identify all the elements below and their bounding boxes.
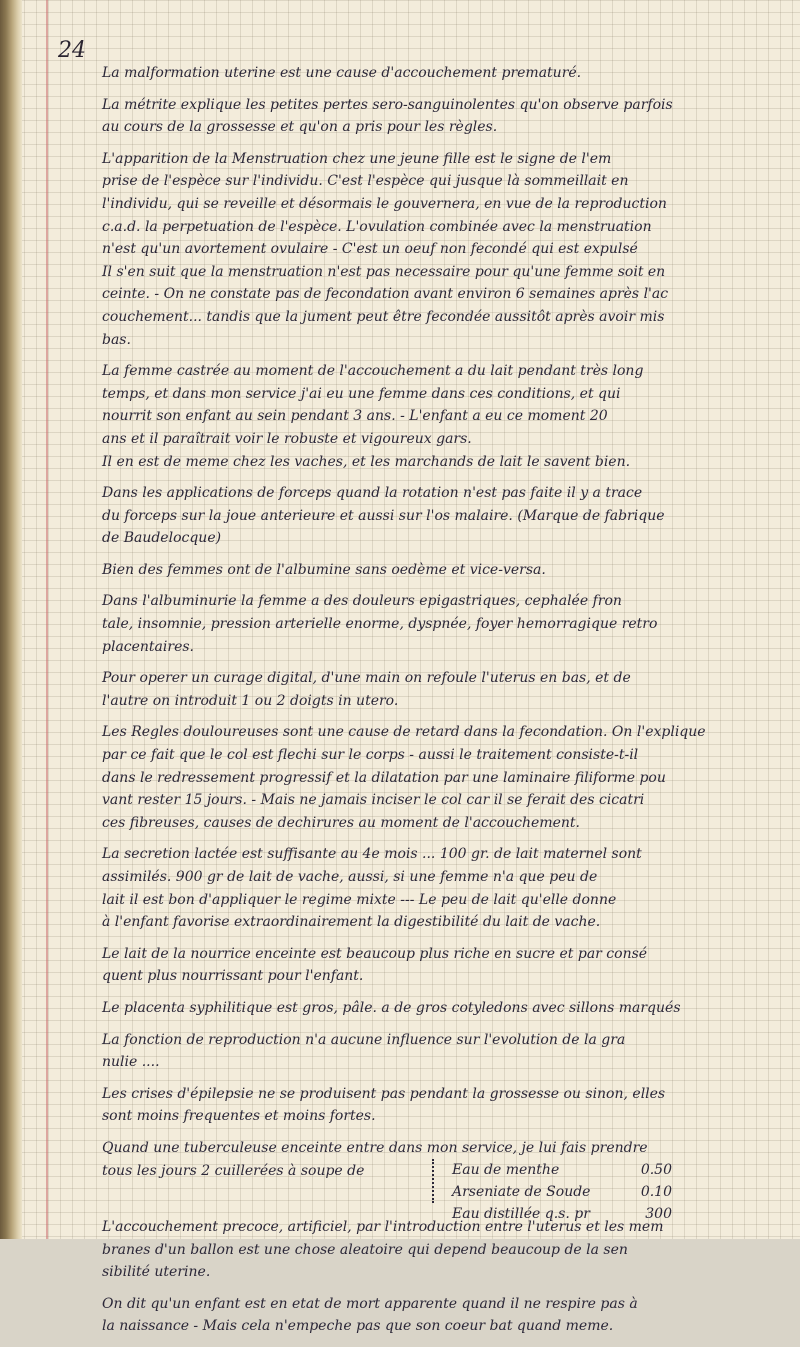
note-paragraph [102, 590, 742, 658]
note-line: L'accouchement precoce, artificiel, par l'introduction entre l'uterus et les mem [102, 1218, 664, 1235]
note-line: Le placenta syphilitique est gros, pâle. a de gros cotyledons avec sillons marqués [102, 999, 681, 1016]
note-line: Dans l'albuminurie la femme a des douleurs epigastriques, cephalée fron [102, 593, 622, 610]
note-line: l'autre on introduit 1 ou 2 doigts in utero. [102, 692, 399, 709]
note-line: Dans les applications de forceps quand la rotation n'est pas faite il y a trace [102, 485, 643, 502]
note-paragraph [102, 62, 742, 85]
prescription-ingredients [452, 1159, 752, 1225]
note-line: La femme castrée au moment de l'accouchement a du lait pendant très long [102, 363, 644, 380]
note-line: Bien des femmes ont de l'albumine sans oedème et vice-versa. [102, 561, 546, 578]
note-paragraph [102, 559, 742, 582]
note-line: La secretion lactée est suffisante au 4e mois ... 100 gr. de lait maternel sont [102, 846, 642, 863]
prescription-intro-line: Quand une tuberculeuse enceinte entre dans mon service, je lui fais prendre [102, 1139, 648, 1156]
page-number: 24 [58, 38, 86, 63]
note-line: l'individu, qui se reveille et désormais le gouvernera, en vue de la reproduction [102, 195, 667, 212]
note-line: par ce fait que le col est flechi sur le corps - aussi le traitement consiste-t-il [102, 747, 639, 764]
note-paragraph [102, 721, 742, 834]
note-line: Pour operer un curage digital, d'une main on refoule l'uterus en bas, et de [102, 670, 631, 687]
note-line: L'apparition de la Menstruation chez une jeune fille est le signe de l'em [102, 150, 612, 167]
note-paragraph [102, 1216, 742, 1284]
note-line: assimilés. 900 gr de lait de vache, aussi, si une femme n'a que peu de [102, 869, 598, 885]
note-line: branes d'un ballon est une chose aleatoire qui depend beaucoup de la sen [102, 1241, 628, 1258]
note-line: vant rester 15 jours. - Mais ne jamais inciser le col car il se ferait des cicatri [102, 792, 645, 809]
note-line: la naissance - Mais cela n'empeche pas que son coeur bat quand meme. [102, 1318, 614, 1335]
note-line: couchement... tandis que la jument peut être fecondée aussitôt après avoir mis [102, 308, 665, 325]
note-line: On dit qu'un enfant est en etat de mort apparente quand il ne respire pas à [102, 1295, 638, 1312]
note-paragraph [102, 1293, 742, 1338]
ingredient-row [452, 1203, 752, 1225]
ingredient-name: Arseniate de Soude [452, 1183, 591, 1200]
notebook-binding [0, 0, 22, 1239]
note-line: sont moins frequentes et moins fortes. [102, 1108, 376, 1125]
note-line: bas. [102, 331, 131, 348]
margin-line [46, 0, 48, 1239]
ingredient-quantity: 300 [645, 1205, 672, 1222]
note-paragraph [102, 943, 742, 988]
note-line: de Baudelocque) [102, 530, 222, 547]
note-line: nulie .... [102, 1054, 160, 1071]
ingredient-name: Eau de menthe [452, 1161, 560, 1178]
note-paragraph [102, 482, 742, 550]
note-paragraph [102, 360, 742, 473]
note-line: Il s'en suit que la menstruation n'est pas necessaire pour qu'une femme soit en [102, 263, 666, 280]
note-line: placentaires. [102, 638, 194, 655]
note-line: n'est qu'un avortement ovulaire - C'est un oeuf non fecondé qui est expulsé [102, 241, 638, 258]
note-line: Les crises d'épilepsie ne se produisent pas pendant la grossesse ou sinon, elles [102, 1085, 666, 1102]
note-line: prise de l'espèce sur l'individu. C'est l'espèce qui jusque là sommeillait en [102, 173, 629, 190]
handwritten-notes [102, 62, 742, 1347]
note-line: ans et il paraîtrait voir le robuste et vigoureux gars. [102, 430, 472, 447]
note-line: à l'enfant favorise extraordinairement la digestibilité du lait de vache. [102, 914, 601, 931]
note-line: Les Regles douloureuses sont une cause de retard dans la fecondation. On l'explique [102, 724, 706, 741]
notes-before-formula [102, 62, 742, 1128]
note-paragraph [102, 148, 742, 351]
note-line: lait il est bon d'appliquer le regime mixte --- Le peu de lait qu'elle donne [102, 891, 617, 908]
note-line: c.a.d. la perpetuation de l'espèce. L'ovulation combinée avec la menstruation [102, 218, 652, 235]
note-line: temps, et dans mon service j'ai eu une femme dans ces conditions, et qui [102, 385, 621, 402]
note-line: du forceps sur la joue anterieure et aussi sur l'os malaire. (Marque de fabrique [102, 507, 665, 524]
note-line: Il en est de meme chez les vaches, et les marchands de lait le savent bien. [102, 453, 631, 470]
note-line: tale, insomnie, pression arterielle enorme, dyspnée, foyer hemorragique retro [102, 616, 658, 633]
note-line: Le lait de la nourrice enceinte est beaucoup plus riche en sucre et par consé [102, 945, 648, 962]
note-paragraph [102, 667, 742, 712]
ingredient-row [452, 1181, 752, 1203]
ingredient-name: Eau distillée q.s. pr [452, 1205, 590, 1222]
note-line: dans le redressement progressif et la dilatation par une laminaire filiforme pou [102, 769, 666, 786]
note-line: La métrite explique les petites pertes sero-sanguinolentes qu'on observe parfois [102, 96, 673, 113]
prescription-block [102, 1137, 742, 1222]
note-line: sibilité uterine. [102, 1264, 211, 1281]
ingredient-row [452, 1159, 752, 1181]
note-line: nourrit son enfant au sein pendant 3 ans. - L'enfant a eu ce moment 20 [102, 408, 608, 425]
note-line: La fonction de reproduction n'a aucune influence sur l'evolution de la gra [102, 1031, 626, 1048]
note-line: La malformation uterine est une cause d'accouchement prematuré. [102, 65, 582, 81]
note-line: ces fibreuses, causes de dechirures au moment de l'accouchement. [102, 814, 580, 831]
note-paragraph [102, 1029, 742, 1074]
ingredient-quantity: 0.10 [640, 1183, 672, 1200]
note-line: au cours de la grossesse et qu'on a pris pour les règles. [102, 119, 498, 136]
note-line: ceinte. - On ne constate pas de fecondation avant environ 6 semaines après l'ac [102, 286, 669, 303]
note-paragraph [102, 843, 742, 933]
note-paragraph [102, 94, 742, 139]
notes-after-formula [102, 1216, 742, 1338]
prescription-intro-line: tous les jours 2 cuillerées à soupe de [102, 1162, 365, 1179]
note-line: quent plus nourrissant pour l'enfant. [102, 968, 364, 985]
ingredient-quantity: 0.50 [640, 1161, 672, 1178]
note-paragraph [102, 1083, 742, 1128]
note-paragraph [102, 997, 742, 1020]
prescription-brace [432, 1159, 438, 1203]
